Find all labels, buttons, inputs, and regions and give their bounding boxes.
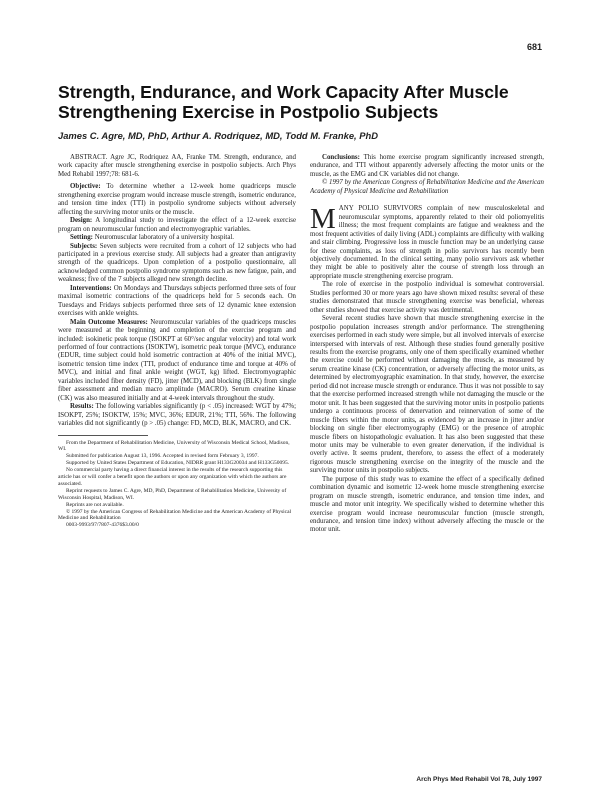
footnote-reprint-requests: Reprint requests to James C. Agre, MD, PhD, Department of Rehabilitation Medicine, University of Wisconsin Hospital, Madison, WI.	[58, 487, 287, 501]
footnote-support: Supported by United States Department of Education, NIDRR grant H133G20034 and H133G50095.	[66, 460, 290, 467]
conclusions-label: Conclusions:	[322, 154, 360, 161]
abstract-outcomes	[58, 319, 296, 404]
body-paragraph-4: The purpose of this study was to examine the effect of a specifically defined combination dynamic and isometric 12-week home muscle strengthening exercise program on muscle strength, isometric endurance, and tension time index, and muscle and motor unit integrity. We specifically wished to determine whether this exercise program would increase neuromuscular function (muscle strength, endurance, and tension time index) without adversely affecting the muscle or the motor unit.	[310, 475, 544, 534]
abstract-objective	[58, 183, 296, 217]
footnote-code: 0003-9993/97/7807-4376$3.00/0	[66, 522, 139, 529]
drop-cap: M	[310, 203, 336, 236]
abstract-setting	[58, 234, 296, 242]
design-label: Design:	[70, 217, 93, 225]
objective-label: Objective:	[70, 183, 101, 191]
author-list: James C. Agre, MD, PhD, Arthur A. Rodriquez, MD, Todd M. Franke, PhD	[58, 130, 378, 141]
abstract-interventions	[58, 285, 296, 319]
article-title: Strength, Endurance, and Work Capacity After Muscle Strengthening Exercise in Postpolio Subjects	[58, 82, 509, 122]
journal-footer: Arch Phys Med Rehabil Vol 78, July 1997	[416, 776, 542, 783]
abstract-copyright: © 1997 by the American Congress of Rehabilitation Medicine and the American Academy of Physical Medicine and Rehabilitation	[310, 179, 544, 195]
subjects-text: Seven subjects were recruited from a cohort of 12 subjects who had participated in a previous exercise study. All subjects had a greater than antigravity strength of the quadriceps. Upon completion of a postpolio questionnaire, all acknowledged common postpolio syndrome symptoms such as new fatigue, pain, and weakness; five of the 7 subjects alleged new strength decline.	[58, 242, 296, 284]
subjects-label: Subjects:	[70, 242, 98, 250]
setting-text: Neuromuscular laboratory of a university hospital.	[94, 234, 235, 242]
abstract-conclusions	[310, 154, 544, 179]
footnote-divider	[58, 435, 148, 436]
interventions-text: On Mondays and Thursdays subjects performed three sets of four maximal isometric contractions of the quadriceps held for 5 seconds each. On Tuesdays and Fridays subjects performed three sets of 12 dynamic knee extension exercises with ankle weights.	[58, 284, 296, 318]
conclusions-text: This home exercise program significantly increased strength, endurance, and TTI without apparently adversely affecting the motor units or the muscle, as the EMG and CK variables did not change.	[310, 154, 544, 178]
footnotes	[58, 440, 296, 530]
outcomes-label: Main Outcome Measures:	[70, 318, 148, 326]
abstract-citation: ABSTRACT. Agre JC, Rodriquez AA, Franke TM. Strength, endurance, and work capacity after muscle strengthening exercise in postpolio subjects. Arch Phys Med Rehabil 1997;78: 681-6.	[58, 154, 296, 178]
abstract-results	[58, 403, 296, 428]
results-label: Results:	[70, 403, 94, 411]
design-text: A longitudinal study to investigate the effect of a 12-week exercise program on neuromuscular function and electromyographic variables.	[58, 217, 296, 233]
right-column	[310, 154, 544, 756]
outcomes-text: Neuromuscular variables of the quadriceps muscles were measured at the beginning and completion of the exercise program and included: isokinetic peak torque (ISOKPT at 60°/sec angular velocity) and total work performed of four contractions (ISOKTW), isometric peak torque (MVC), endurance (EDUR, time subject could hold isometric contraction at 40% of the initial MVC), isometric tension time index (TTI, product of endurance time and torque at 40% of MVC), and initial and final ankle weight (WGT, kg) lifted. Electromyographic variables included fiber density (FD), jitter (MCD), and blocking (BLK) from single fiber assessment and median macro amplitude (MACRO). Serum creatine kinase (CK) was also measured initially and at 4-week intervals throughout the study.	[58, 318, 296, 402]
footnote-copyright: © 1997 by the American Congress of Rehabilitation Medicine and the American Academy of Physical Medicine and Rehabilitation	[58, 508, 292, 522]
page-number: 681	[526, 42, 542, 52]
footnote-affiliation: From the Department of Rehabilitation Medicine, University of Wisconsin Medical School, Madison, WI.	[58, 439, 290, 453]
footnote-reprints: Reprints are not available.	[66, 501, 124, 508]
body-paragraph-3: Several recent studies have shown that muscle strengthening exercise in the postpolio population increases strength and/or performance. The strengthening exercises performed in each study were simple, but all involved intervals of exercise interspersed with intervals of rest. Although these studies found generally positive results from the exercise programs, only one of them specifically examined whether the exercise could be performed without damaging the muscle, as measured by serum creatine kinase (CK) concentration, or adversely affecting the motor units, as determined by electromyographic examination. In that study, however, the exercise period did not increase muscle strength or endurance. Thus it was not possible to say that the exercise performed increased strength while not damaging the muscle or the motor unit. It has been suggested that the surviving motor units in postpolio patients undergo a continuous process of denervation and reinnervation of some of the muscle fibers within the motor units, as evidenced by an increase in jitter and/or blocking on single fiber electromyography (EMG) or the presence of atrophic muscle fibers on histopathologic evaluation. It has also been suggested that these motor units may be vulnerable to even greater denervation, if the individual is overly active. It seems prudent, therefore, to assess the effect of a moderately rigorous muscle strengthening exercise on the integrity of the muscle and the surviving motor units in postpolio subjects.	[310, 315, 544, 475]
abstract-design	[58, 217, 296, 234]
left-column	[58, 154, 296, 728]
setting-label: Setting:	[70, 234, 93, 242]
body-paragraph-2: The role of exercise in the postpolio individual is somewhat controversial. Studies performed 30 or more years ago have shown mixed results: several of these studies demonstrated that muscle strengthening exercise was beneficial, whereas other studies showed that exercise activity was detrimental.	[310, 281, 544, 314]
footnote-submitted: Submitted for publication August 13, 1996. Accepted in revised form February 3, 1997.	[66, 453, 259, 460]
objective-text: To determine whether a 12-week home quadriceps muscle strengthening exercise program would increase muscle strength, isometric endurance, and tension time index (TTI) in postpolio syndrome subjects without adversely affecting the surviving motor units or the muscle.	[58, 183, 296, 216]
body-paragraph-1	[310, 205, 544, 281]
interventions-label: Interventions:	[70, 284, 112, 292]
abstract-subjects	[58, 243, 296, 285]
results-text: The following variables significantly (p < .05) increased: WGT by 47%; ISOKPT, 25%; ISOKTW, 15%; MVC, 36%; EDUR, 21%; TTI, 56%. The following variables did not significantly (p > .05) change: FD, MCD, BLK, MACRO, and CK.	[58, 403, 296, 428]
body-paragraph-1-text: ANY POLIO SURVIVORS complain of new musculoskeletal and neuromuscular symptoms, apparently related to their old poliomyelitis illness; the most frequent complaints are fatigue and weakness and the most frequent activities of daily living (ADL) complaints are difficulty with walking and stair climbing. Progressive loss in muscle function may be an underlying cause for these complaints, as loss of strength in polio survivors has recently been objectively documented. In the clinical setting, many polio survivors ask whether they might be able to positively alter the course of strength loss through an appropriate muscle strengthening exercise program.	[310, 205, 544, 280]
footnote-disclosure: No commercial party having a direct financial interest in the results of the research supporting this article has or will confer a benefit upon the authors or upon any organization with which the authors are associated.	[58, 467, 287, 487]
